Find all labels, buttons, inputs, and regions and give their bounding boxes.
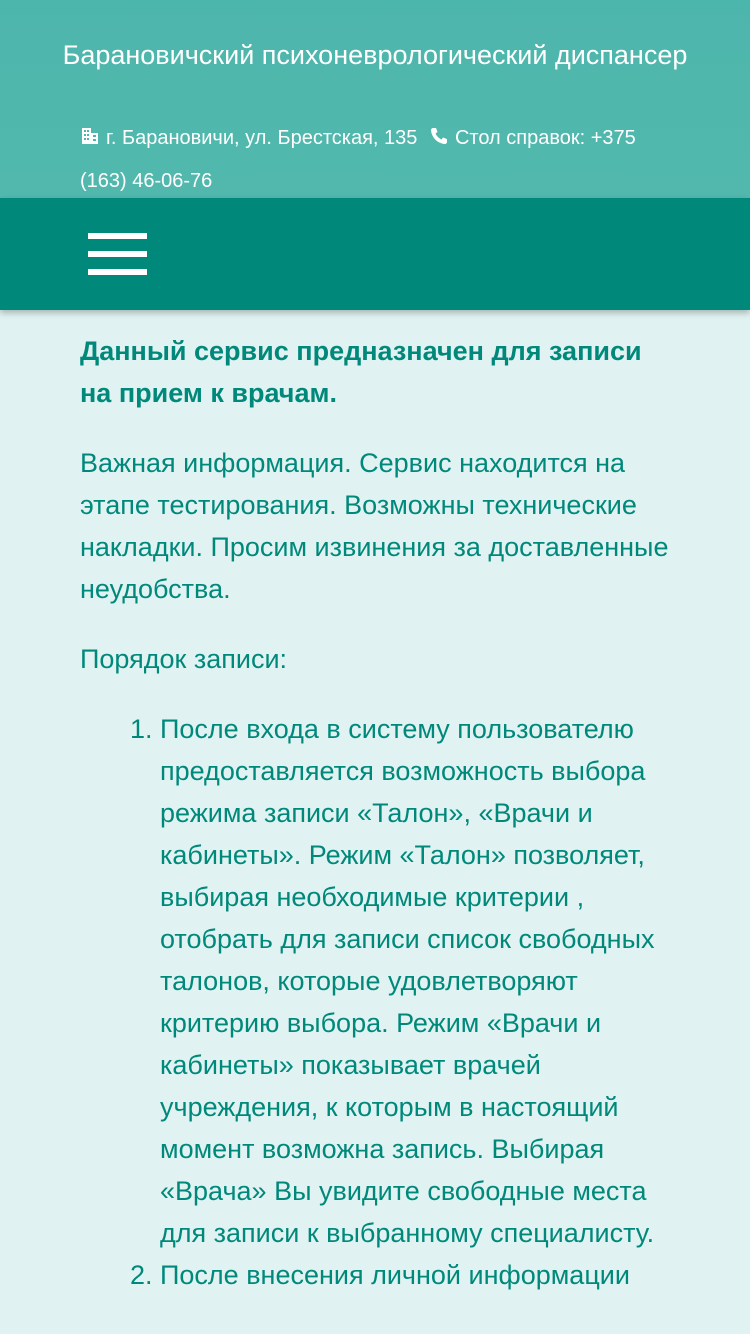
testing-notice: Важная информация. Сервис находится на этапе тестирования. Возможны технические накладки. Просим извинения за доставленные неудобства. bbox=[80, 448, 669, 604]
site-header bbox=[0, 0, 750, 198]
intro-text: Данный сервис предназначен для записи на прием к врачам. bbox=[80, 336, 642, 408]
site-title: Барановичский психоневрологический диспансер bbox=[62, 40, 688, 70]
navbar bbox=[0, 198, 750, 310]
address-text: г. Барановичи, ул. Брестская, 135 bbox=[106, 127, 418, 149]
steps-list bbox=[80, 708, 670, 1296]
phone-label: Стол справок: +375 bbox=[454, 127, 636, 149]
building-icon bbox=[80, 126, 100, 146]
list-item: 1. После входа в систему пользователю предоставляется возможность выбора режима записи «Талон», «Врачи и кабинеты». Режим «Талон» позволяет, выбирая необходимые критерии , отобрать для записи список свободных талонов, которые удовлетворяют критерию выбора. Режим «Врачи и кабинеты» показывает врачей учреждения, к которым в настоящий момент возможна запись. Выбирая «Врача» Вы увидите свободные места для записи к выбранному специалисту. bbox=[160, 708, 670, 1254]
main-content bbox=[80, 330, 670, 1296]
contact-info bbox=[80, 117, 680, 203]
hamburger-menu-icon[interactable] bbox=[88, 233, 148, 275]
phone-number: (163) 46-06-76 bbox=[80, 170, 213, 192]
phone-icon bbox=[429, 126, 449, 146]
order-heading: Порядок записи: bbox=[80, 644, 288, 674]
list-item: 2. После внесения личной информации bbox=[160, 1254, 670, 1296]
